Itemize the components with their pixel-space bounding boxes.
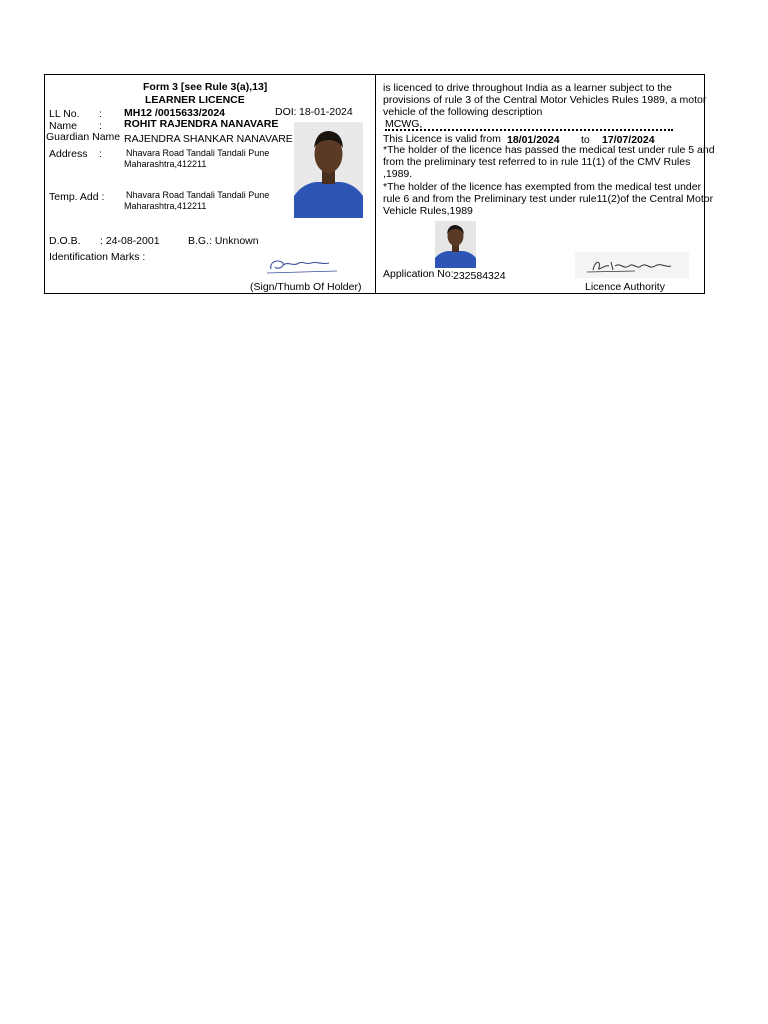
vehicle-class: MCWG,: [385, 118, 423, 130]
licence-statement-line1: is licenced to drive throughout India as a learner subject to the: [383, 82, 672, 94]
licence-type-heading: LEARNER LICENCE: [145, 94, 245, 106]
licence-authority-caption: Licence Authority: [585, 281, 665, 293]
medical-note1-line3: ,1989.: [383, 168, 413, 180]
medical-note2-line2: rule 6 and from the Preliminary test under rule11(2)of the Central Motor: [383, 193, 714, 205]
name-value: ROHIT RAJENDRA NANAVARE: [124, 118, 279, 130]
valid-to-label: to: [581, 134, 590, 146]
holder-sign-caption: (Sign/Thumb Of Holder): [250, 281, 362, 293]
dob-value: : 24-08-2001: [100, 235, 160, 247]
valid-from-date: 18/01/2024: [507, 134, 560, 146]
medical-note2-line1: *The holder of the licence has exempted from the medical test under: [383, 181, 702, 193]
holder-signature: [263, 253, 345, 277]
temp-address-line1: Nhavara Road Tandali Tandali Pune: [126, 190, 270, 200]
holder-photo-small: [435, 221, 476, 268]
medical-note1-line1: *The holder of the licence has passed the medical test under rule 5 and: [383, 144, 715, 156]
guardian-label: Guardian Name: [46, 131, 121, 143]
application-no-label: Application No:: [383, 268, 454, 280]
temp-address-label: Temp. Add :: [49, 191, 105, 203]
guardian-value: RAJENDRA SHANKAR NANAVARE: [124, 133, 293, 145]
name-label: Name: [49, 120, 78, 132]
authority-signature: [575, 252, 689, 278]
dob-label: D.O.B.: [49, 235, 81, 247]
doi-value: 18-01-2024: [299, 106, 353, 118]
identification-marks-label: Identification Marks :: [49, 251, 146, 263]
ll-no-value: MH12 /0015633/2024: [124, 107, 225, 119]
address-label: Address: [49, 148, 88, 160]
licence-statement-line3: vehicle of the following description: [383, 106, 543, 118]
application-no-value: 232584324: [453, 270, 506, 282]
doi-label: DOI:: [275, 106, 297, 118]
medical-note1-line2: from the preliminary test referred to in rule 11(1) of the CMV Rules: [383, 156, 691, 168]
dotted-line: [385, 127, 673, 131]
medical-note2-line3: Vehicle Rules,1989: [383, 205, 473, 217]
address-line1: Nhavara Road Tandali Tandali Pune: [126, 148, 270, 158]
ll-no-label: LL No.: [49, 108, 80, 120]
valid-to-date: 17/07/2024: [602, 134, 655, 146]
address-line2: Maharashtra,412211: [124, 159, 207, 169]
licence-statement-line2: provisions of rule 3 of the Central Motor Vehicles Rules 1989, a motor: [383, 94, 707, 106]
blood-group-label: B.G.: [188, 235, 210, 247]
panel-divider: [375, 75, 376, 293]
temp-address-line2: Maharashtra,412211: [124, 201, 207, 211]
form-title: Form 3 [see Rule 3(a),13]: [143, 81, 268, 93]
ll-no-colon: :: [99, 108, 102, 120]
name-colon: :: [99, 120, 102, 132]
blood-group-value: : Unknown: [209, 235, 259, 247]
validity-label: This Licence is valid from: [383, 133, 501, 145]
address-colon: :: [99, 148, 102, 160]
learner-licence-card: [44, 74, 715, 294]
holder-photo: [294, 122, 363, 218]
